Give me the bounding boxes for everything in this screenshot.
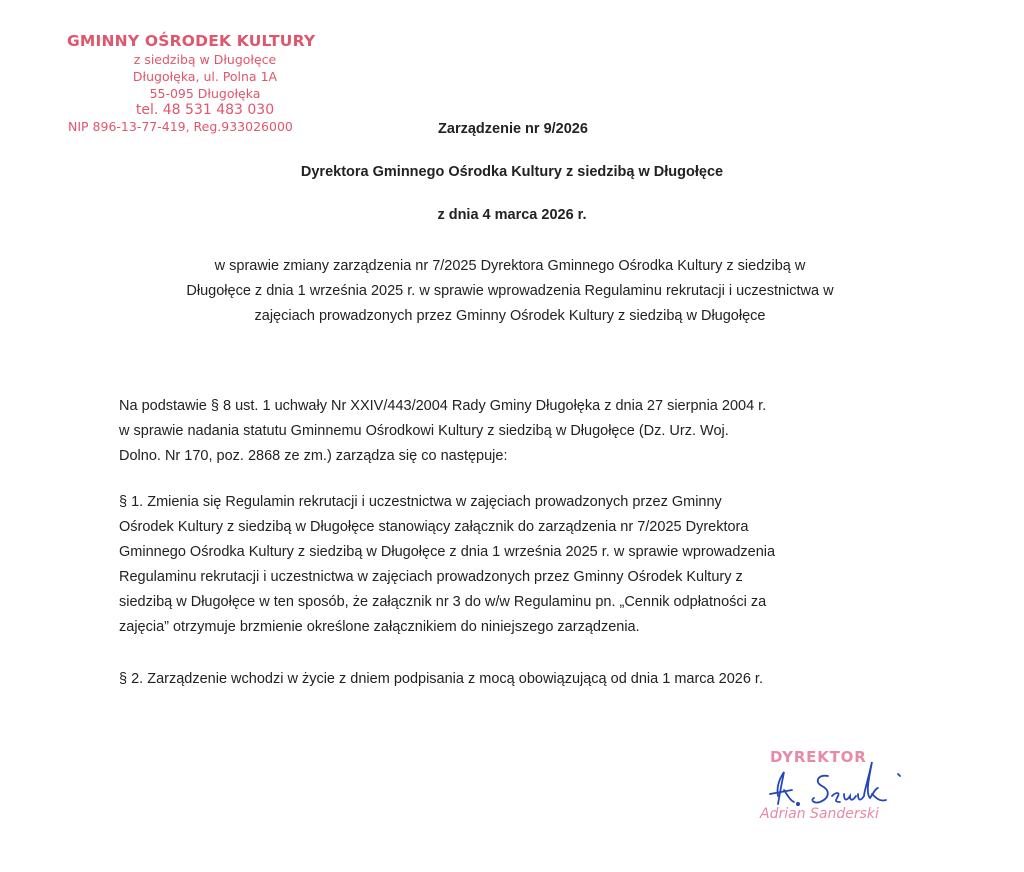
section-2-line: § 2. Zarządzenie wchodzi w życie z dniem podpisania z mocą obowiązującą od dnia 1 marca 2026 r. xyxy=(119,671,763,687)
stamp-address: Długołęka, ul. Polna 1A xyxy=(132,69,278,84)
signature-block xyxy=(740,748,920,838)
document-date: z dnia 4 marca 2026 r. xyxy=(437,207,587,223)
stamp-organization: GMINNY OŚRODEK KULTURY xyxy=(67,32,316,50)
basis-line: w sprawie nadania statutu Gminnemu Ośrodkowi Kultury z siedzibą w Długołęce (Dz. Urz. Woj. xyxy=(119,423,729,439)
stamp-phone: tel. 48 531 483 030 xyxy=(135,102,275,118)
document-subject xyxy=(100,254,920,329)
handwritten-signature xyxy=(740,748,920,838)
document-title: Zarządzenie nr 9/2026 xyxy=(438,121,588,137)
section-1-line: siedzibą w Długołęce w ten sposób, że załącznik nr 3 do w/w Regulaminu pn. „Cennik odpłatności za xyxy=(119,594,767,610)
section-1-line: Ośrodek Kultury z siedzibą w Długołęce stanowiący załącznik do zarządzenia nr 7/2025 Dyrektora xyxy=(119,519,749,535)
signature-name-stamp: Adrian Sanderski xyxy=(760,806,879,822)
section-1-line: Regulaminu rekrutacji i uczestnictwa w zajęciach prowadzonych przez Gminny Ośrodek Kultury z xyxy=(119,569,743,585)
stamp-nip: NIP 896-13-77-419, Reg.933026000 xyxy=(68,119,293,134)
section-1-line: Gminnego Ośrodka Kultury z siedzibą w Długołęce z dnia 1 września 2025 r. w sprawie wprowadzenia xyxy=(119,544,776,560)
subject-line: Długołęce z dnia 1 września 2025 r. w sprawie wprowadzenia Regulaminu rekrutacji i uczestnictwa w xyxy=(186,283,834,299)
section-1-line: § 1. Zmienia się Regulamin rekrutacji i uczestnictwa w zajęciach prowadzonych przez Gminny xyxy=(119,494,722,510)
section-2 xyxy=(119,667,919,692)
section-1-line: zajęcia” otrzymuje brzmienie określone załącznikiem do niniejszego zarządzenia. xyxy=(119,619,640,635)
document-issuer: Dyrektora Gminnego Ośrodka Kultury z siedzibą w Długołęce xyxy=(300,164,724,180)
basis-line: Dolno. Nr 170, poz. 2868 ze zm.) zarządza się co następuje: xyxy=(119,448,508,464)
stamp-seat: z siedzibą w Długołęce xyxy=(133,52,277,67)
subject-line: w sprawie zmiany zarządzenia nr 7/2025 Dyrektora Gminnego Ośrodka Kultury z siedzibą w xyxy=(214,258,806,274)
signature-role-stamp: DYREKTOR xyxy=(770,748,867,766)
organization-stamp xyxy=(60,31,350,135)
basis-line: Na podstawie § 8 ust. 1 uchwały Nr XXIV/443/2004 Rady Gminy Długołęka z dnia 27 sierpnia 2004 r. xyxy=(119,398,767,414)
subject-line: zajęciach prowadzonych przez Gminny Ośrodek Kultury z siedzibą w Długołęce xyxy=(254,308,766,324)
legal-basis xyxy=(119,394,919,469)
section-1 xyxy=(119,490,919,640)
stamp-postal: 55-095 Długołęka xyxy=(149,86,261,101)
